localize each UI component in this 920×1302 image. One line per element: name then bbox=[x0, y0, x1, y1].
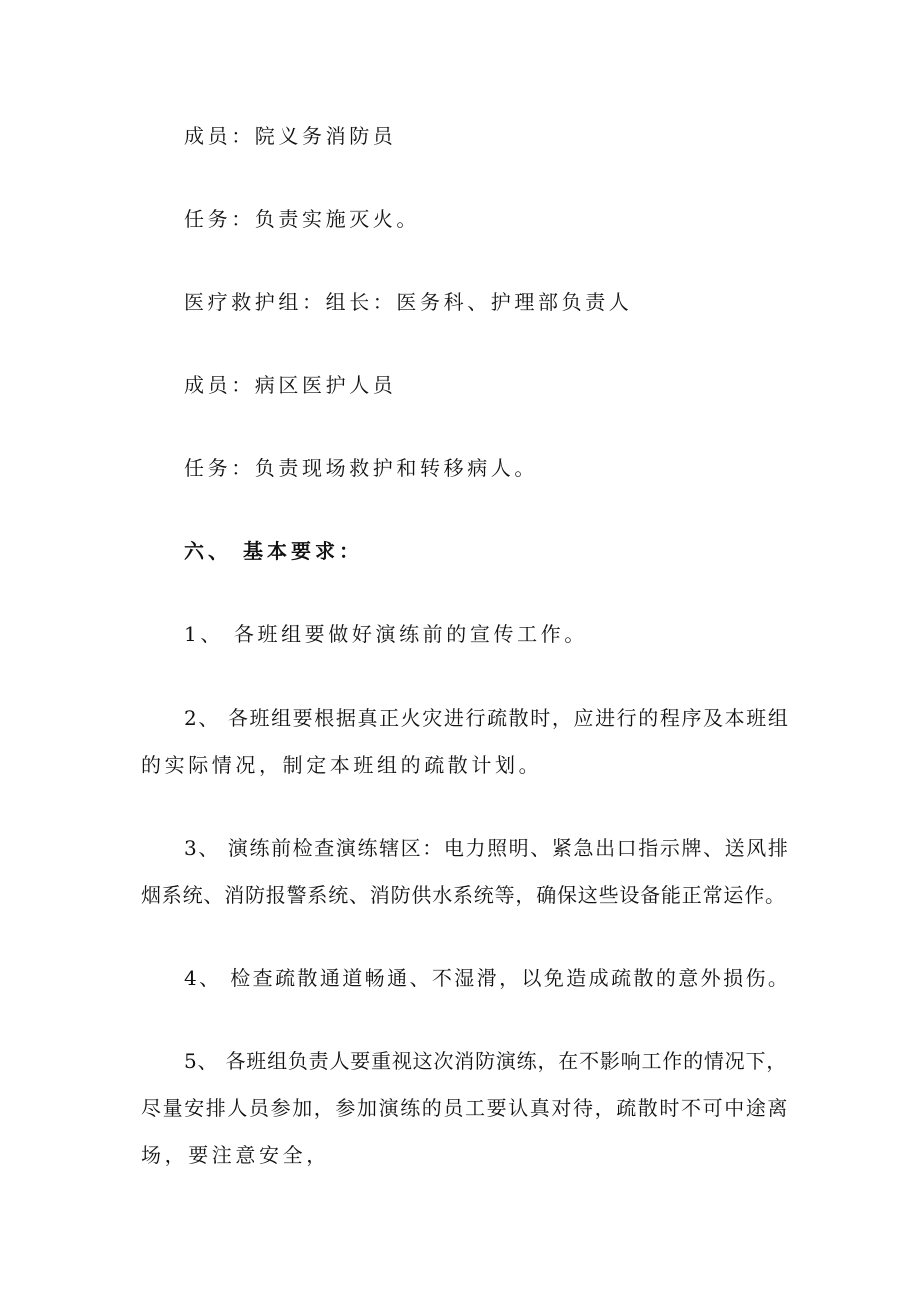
members-medical-group: 成员：病区医护人员 bbox=[184, 373, 397, 397]
requirement-3-line-2: 烟系统、消防报警系统、消防供水系统等，确保这些设备能正常运作。 bbox=[141, 883, 786, 907]
requirement-5-line-3: 场，要注意安全， bbox=[141, 1143, 330, 1167]
requirement-4: 4、 检查疏散通道畅通、不湿滑，以免造成疏散的意外损伤。 bbox=[184, 966, 791, 990]
members-fire-team: 成员：院义务消防员 bbox=[184, 124, 397, 148]
task-fire-team: 任务：负责实施灭火。 bbox=[184, 207, 420, 231]
requirement-5-line-2: 尽量安排人员参加，参加演练的员工要认真对待，疏散时不可中途离 bbox=[141, 1096, 789, 1120]
requirement-5-line-1: 5、 各班组负责人要重视这次消防演练，在不影响工作的情况下， bbox=[184, 1049, 788, 1073]
requirement-2-line-2: 的实际情况，制定本班组的疏散计划。 bbox=[141, 753, 543, 777]
requirement-2-line-1: 2、 各班组要根据真正火灾进行疏散时，应进行的程序及本班组 bbox=[184, 706, 790, 730]
section-heading-basic-requirements: 六、 基本要求： bbox=[184, 539, 363, 563]
medical-group-leader: 医疗救护组：组长：医务科、护理部负责人 bbox=[184, 290, 633, 314]
requirement-3-line-1: 3、 演练前检查演练辖区：电力照明、紧急出口指示牌、送风排 bbox=[184, 836, 790, 860]
requirement-1: 1、 各班组要做好演练前的宣传工作。 bbox=[184, 622, 588, 646]
task-medical-group: 任务：负责现场救护和转移病人。 bbox=[184, 456, 538, 480]
